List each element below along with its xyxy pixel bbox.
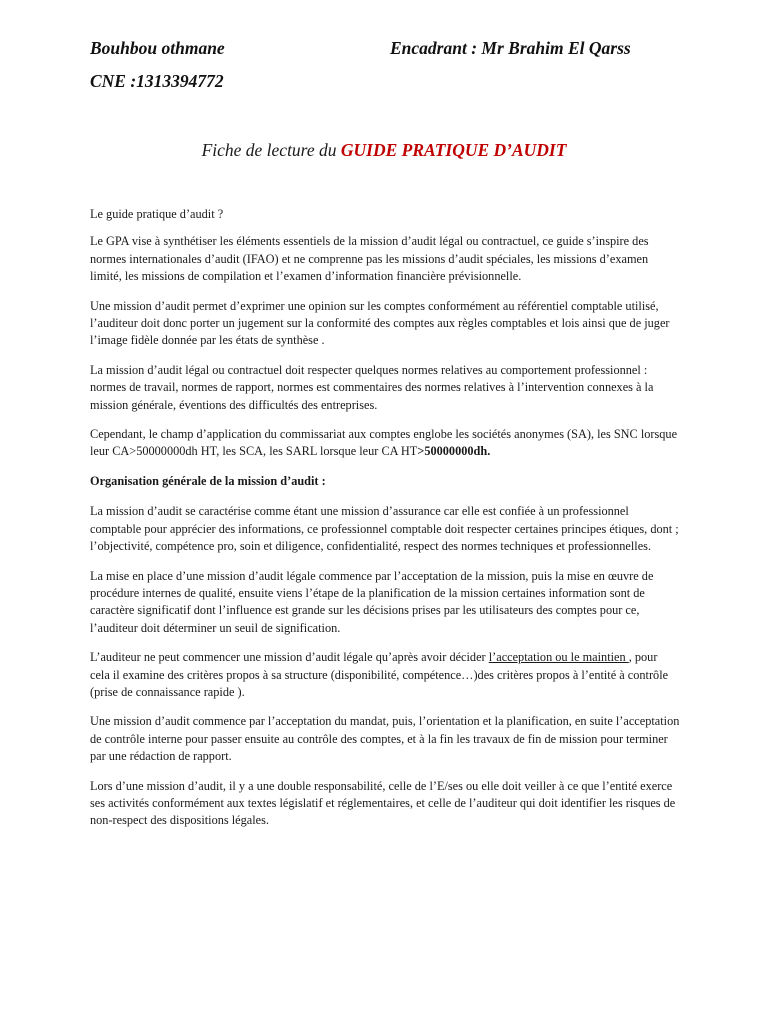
document-title (0, 140, 768, 161)
paragraph-7-text-a: L’auditeur ne peut commencer une mission d’audit légale qu’après avoir décider (90, 650, 489, 665)
paragraph-7-underlined: l’acceptation ou le maintien (488, 650, 629, 665)
student-cne: CNE :1313394772 (90, 71, 224, 91)
paragraph-7 (90, 649, 680, 701)
paragraph-6: La mise en place d’une mission d’audit légale commence par l’acceptation de la mission, puis la mise en œuvre de procédure internes de qualité, ensuite viens l’étape de la planification de la mission certaines information sont de caractère significatif dont l’influence est grande sur les décisions prises par les utilisateurs des comptes pour ce, l’auditeur doit déterminer un seuil de signification. (90, 568, 654, 635)
student-name: Bouhbou othmane (90, 38, 225, 58)
section-heading: Organisation générale de la mission d’audit : (90, 473, 326, 488)
intro-question: Le guide pratique d’audit ? (90, 207, 224, 221)
paragraph-4-text: Cependant, le champ d’application du commissariat aux comptes englobe les sociétés anonymes (SA), les SNC lorsque leur CA>50000000dh HT, les SCA, les SARL lorsque leur CA HT (90, 427, 678, 459)
paragraph-7-text-b: , pour cela il examine des critères propos à sa structure (disponibilité, compétence…)des critères propos à l’entité à contrôle (prise de connaissance rapide ). (90, 650, 669, 699)
supervisor-name: Encadrant : Mr Brahim El Qarss (390, 38, 631, 58)
paragraph-4-bold: >50000000dh. (417, 444, 491, 459)
document-body (90, 206, 680, 842)
title-highlight: GUIDE PRATIQUE D’AUDIT (340, 140, 567, 160)
paragraph-5: La mission d’audit se caractérise comme étant une mission d’assurance car elle est confiée à un professionnel comptable pour apprécier des informations, ce professionnel comptable doit respecter certaines principes étiques, dont ; l’objectivité, compétence pro, soin et diligence, confidentialité, respect des normes techniques et professionnelles. (90, 504, 679, 554)
paragraph-9: Lors d’une mission d’audit, il y a une double responsabilité, celle de l’E/ses ou elle doit veiller à ce que l’entité exerce ses activités conformément aux textes législatif et réglementaires, et celle de l’auditeur qui doit identifier les risques de non-respect des dispositions légales. (90, 778, 676, 828)
title-prefix: Fiche de lecture du (201, 140, 341, 160)
paragraph-1: Le GPA vise à synthétiser les éléments essentiels de la mission d’audit légal ou contractuel, ce guide s’inspire des normes internationales d’audit (IFAO) et ne comprenne pas les missions d’audit spéciales, les missions d’examen limité, les missions de compilation et l’examen d’information financière prévisionnelle. (90, 234, 649, 284)
paragraph-3: La mission d’audit légal ou contractuel doit respecter quelques normes relatives au comportement professionnel : normes de travail, normes de rapport, normes est commentaires des normes relatives à l’intervention connexes à la mission générale, éventions des difficultés des entreprises. (90, 362, 654, 412)
paragraph-2: Une mission d’audit permet d’exprimer une opinion sur les comptes conformément au référentiel comptable utilisé, l’auditeur doit donc porter un jugement sur la conformité des comptes aux règles comptables et lois ainsi que de juger l’image fidèle donnée par les états de synthèse . (90, 298, 670, 348)
paragraph-8: Une mission d’audit commence par l’acceptation du mandat, puis, l’orientation et la planification, en suite l’acceptation de contrôle interne pour passer ensuite au contrôle des comptes, et à la fin les travaux de fin de mission pour terminer par une rédaction de rapport. (90, 714, 680, 764)
paragraph-4 (90, 426, 680, 461)
